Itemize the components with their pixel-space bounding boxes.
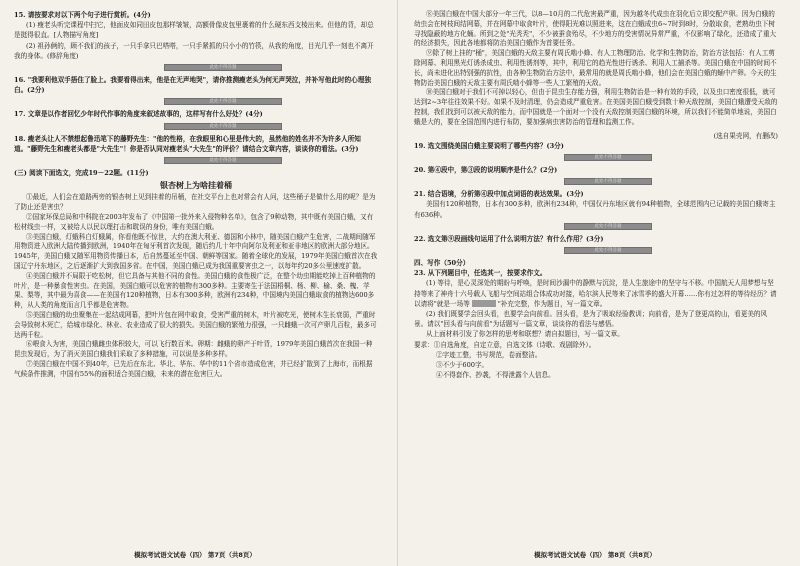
- article-source: (选自果壳网，有删改): [713, 131, 778, 140]
- q20-answer-area: 此处不得答题: [564, 178, 652, 185]
- section-3-heading: (三) 阅读下面选文，完成19－22题。(11分): [14, 169, 149, 178]
- page-divider: [397, 0, 398, 566]
- q19-answer-area: 此处不得答题: [564, 154, 652, 161]
- paragraph-7: ⑦美国白蛾在中国不到40年，已先后在东北、华北、华东、华中的11个省市造成危害，并已经扩散到了上海市，而根据气候条件推测，中国有55%的面积适合美国白蛾，未来的潜在危害巨大。: [14, 359, 373, 378]
- paragraph-10: ⑩美国白蛾对于我们不可掉以轻心，但由于昆虫生存能力强，利用生物防治是一种有效的手段，以及虫口密度很低，就可达到2~3年往往效果不好。如果不及时清理，仍会造成严重危害。在美国美国白蛾受到数十种天敌控制，美国白蛾遭受天敌的控制，我们找到可以被天敌的能力，而中国就是一个面对一个没有天敌控制美国白蛾的环境，所以我们不能简单地说，美国白蛾是大的，要在全国范围内进行布防，要加强病虫害防治的管理和监测工作。: [414, 88, 778, 126]
- q23-option-1: [414, 278, 778, 309]
- q23-material: 从上面材料引发了你怎样的思考和联想？请自拟题目，写一篇文章。: [426, 330, 624, 339]
- q16-answer-area: 此处不得答题: [164, 98, 282, 105]
- q23-req-1: ①自选角度，自定立意，自选文体（诗歌、戏剧除外）。: [433, 340, 596, 349]
- paragraph-6: ⑥喂食入为害，美国白蛾雌虫体积较大，可以飞行数百米。卵期：雌蛾的卵产于叶背，1979年美国白蛾首次在我国一种昆虫发现后，为了消灭美国白蛾我们采取了多种措施，可以说是多种多样。: [14, 340, 373, 359]
- q21-stem: 21. 结合语境，分析第④段中加点词语的表达效果。(3分): [414, 190, 584, 199]
- q23-title-blank: [472, 300, 496, 307]
- q17-stem: 17. 文章是以作者回忆少年时代作事的角度来叙述故事的，这样写有什么好处？(4分): [14, 110, 263, 119]
- page-footer-left: 模拟考试语文试卷（四） 第7页（共8页）: [134, 550, 256, 559]
- q23-req-4: ④不得套作、抄袭，不得泄露个人信息。: [436, 371, 555, 380]
- q23-stem: 23. 从下列题目中，任选其一，按要求作文。: [414, 269, 547, 278]
- q23-option-1-tail: "补充完整，作为题目，写一篇文章。: [497, 299, 607, 308]
- q21-answer-area: 此处不得答题: [564, 223, 652, 230]
- q21-quote: 美国有120种植物，日本有300多种，欧洲有234种，中国仅丹东地区就有94种植物，全球范围内已记载的美国白蛾寄主有636种。: [414, 200, 776, 219]
- q23-requirements: [414, 340, 778, 350]
- paragraph-2: ②国家环保总局和中科院在2003年发布了《中国第一批外来入侵物种名单》，包含了9种动物，其中既有美国白蛾，又有松材线虫一样，又被给人以民以理打击和耽误的身份，唯有美国白蛾。: [14, 213, 374, 231]
- q15-answer-area: 此处不得答题: [164, 64, 282, 71]
- left-page: [0, 0, 390, 566]
- q17-answer-area: 此处不得答题: [164, 123, 282, 130]
- article-title: 银杏树上为啥挂着桶: [160, 180, 232, 191]
- q19-stem: 19. 选文围绕美国白蛾主要说明了哪些内容？(3分): [414, 141, 564, 150]
- q23-req-2: ②字迹工整，书写规范，卷面整洁。: [436, 350, 542, 359]
- paragraph-9: ⑨除了树上挂的"桶"，美国白蛾的天敌主要有周氏啮小蜂、有人工物理防治、化学和生物防治，防治方法包括：有人工剪除网幕、利用黑光灯诱杀成虫、利用性诱剂等，其中，利用它的趋光性进行诱杀、利用人工捕杀等。美国白蛾在中国的时间不长，尚未进化出特别强的抗性，由各种生物防治方法中，最常用的就是周氏啮小蜂，他们会在美国白蛾的蛹中产卵。今天的生物防治美国白蛾的天敌主要有周氏啮小蜂等一些人工繁殖的天敌。: [414, 49, 777, 87]
- q18-answer-area: 此处不得答题: [164, 157, 282, 164]
- q23-req-title: 要求：: [414, 340, 434, 349]
- q23-option-1-prefix: 请将"就是一场等: [420, 299, 470, 308]
- q15-stem: 15. 请按要求对以下两个句子进行赏析。(4分): [14, 11, 151, 19]
- paragraph-4: ④美国白蛾并不局限于吃松树，但它具备与其他不同的食性。美国白蛾的食性极广泛，在整个幼虫期能吃掉上百种植物的叶片，是一种暴食性害虫。在美国，美国白蛾可以危害的植物有300多种。主要寄生于法国梧桐、杨、柳、榆、桑、槐、苹果、梨等，其中最为喜食——在美国有120种植物，日本有300多种，欧洲有234种，中国境内美国白蛾取食的植物达600多种，从人类的角度而言几乎都是危害物。: [14, 271, 376, 310]
- paragraph-8: ⑧美国白蛾在中国大部分一年三代，以8—10月的二代危害最严重，因为越冬代成虫在羽化后立即交配产卵。因为白蛾的幼虫会在树枝间结网幕，并在网幕中取食叶片，使得阳光难以照进来，这在白蛾成虫6~7时到8时，分散取食，老熟幼虫下树寻找隐蔽的地方化蛹。所到之处"光秃秃"，不少被蚕食殆尽，不少地方的受害情况异常严重，不仅影响了绿化，还造成了重大的经济损失，因此各地都将防治美国白蛾作为首要任务。: [414, 10, 777, 48]
- q16-stem: 16. "我要利他双手捂住了脸上。我要看得出来，他是在无声地哭"，请你推测瘦老头为何无声哭泣，并补写他此时的心理独白。(2分): [14, 76, 371, 95]
- paragraph-3: ③美国白蛾，灯蛾科白灯蛾属，你看他既不惊世，大约在澳大利亚、德国和小林中，随美国白蛾产生危害，二战期间随军用物资进入欧洲大陆传播到欧洲，1940年在匈牙利首次发现，随后约几十年中向阿尔及利亚和亚非地区的欧洲大部分地区。1945年，美国白蛾又随军用物资传播日本，后自然蔓延至中国、朝鲜等国家。随着全球化的发展，1979年美国白蛾首次在我国辽宁丹东地区，之后逐渐扩大到我国多省。在中国，美国白蛾已成为我国重要害虫之一，以每年约20多公里速度扩散。: [14, 232, 378, 271]
- q22-answer-area: 此处不得答题: [564, 247, 652, 254]
- section-4-heading: 四、写作（50分）: [414, 258, 470, 267]
- q15-sentence-1: (1) 瘦老头听完课程中扫它，他面皮如同田皮包那样皱皱，高额骨像皮包里裹着的什么硬东西支棱出来。但他的背，却总是挺得很直。[人物描写角度]: [14, 21, 374, 40]
- q22-stem: 22. 选文第⑨段画线句运用了什么说明方法？有什么作用？(3分): [414, 234, 604, 243]
- q23-option-2: (2) 我们既要学会回头看，也要学会向前看。回头看，是为了吸取经验教训；向前看，是为了登更高的山，看更美的风景。请以"回头看与向前看"为话题写一篇文章，谈谈你的看法与感悟。: [414, 310, 768, 329]
- q18-stem: 18. 瘦老头让人不禁想起鲁迅笔下的藤野先生："他的性格，在我眼里和心里是伟大的，虽然他的姓名并不为许多人所知道。"藤野先生和瘦老头都是"大先生"！你是否认同对瘦老头"大先生"的评价？请结合文章内容，谈谈你的看法。(3分): [14, 134, 361, 153]
- paragraph-1: ①最近，人们会在道路两旁的银杏树上见到挂着的吊桶，在社交平台上也对常会有人问，这些桶子是做什么用的呢？是为了防止还是害虫？: [14, 193, 376, 212]
- right-page: [400, 0, 790, 566]
- q23-option-1-text: (1) 等待，是心灵深处的期盼与呼唤，是时间沙漏中的静默与沉淀，是人生旅途中的坚守与不移。中国航天人用梦想与坚持等来了神舟十六号载人飞船与空间站组合体成功对接，哈尔滨人民等来了冰雪季的盛大开幕……你有过怎样的等待经历？请以: [414, 279, 777, 308]
- q23-req-3: ③不少于600字。: [436, 361, 489, 370]
- article-body: [14, 193, 378, 379]
- paragraph-5: ⑤美国白蛾的幼虫聚集在一起结成网幕，把叶片包在网中取食，受害严重的树木，叶片被吃光，使树木生长衰弱，严重时会导致树木死亡，给城市绿化、林业、农业造成了很大的损失。美国白蛾的繁殖力很强，一只雌蛾一次可产卵几百粒，最多可达两千粒。: [14, 311, 377, 339]
- article-body-continued: [414, 10, 778, 128]
- q20-stem: 20. 第④段中，第③段的说明顺序是什么？(2分): [414, 165, 558, 174]
- q15-sentence-2: (2) 祖孙俩的，顾不我们的孩子，一只手拿只巴嗒嗒，一只手紧抓的只小小的竹筷，从我的角度，目光几乎一刻也不离开我的身体。(修辞角度): [14, 41, 374, 60]
- page-footer-right: 模拟考试语文试卷（四） 第8页（共8页）: [534, 550, 656, 559]
